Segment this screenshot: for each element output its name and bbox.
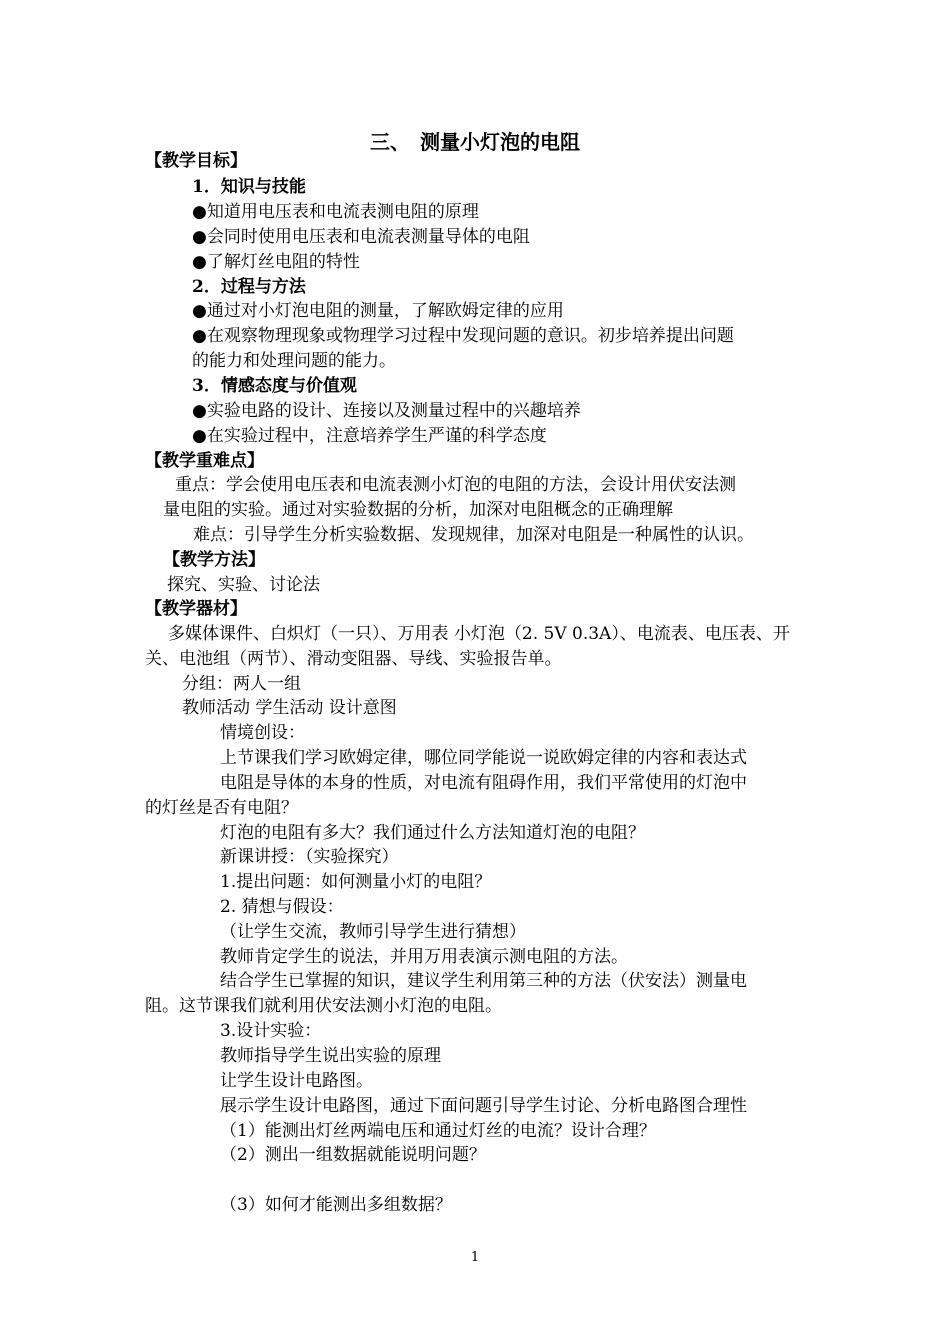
list-item: ●在实验过程中，注意培养学生严谨的科学态度 [192,426,547,446]
process-line: 教师指导学生说出实验的原理 [220,1046,441,1066]
key-point-line: 量电阻的实验。通过对实验数据的分析，加深对电阻概念的正确理解 [163,500,673,520]
process-line: 展示学生设计电路图，通过下面问题引导学生讨论、分析电路图合理性 [220,1096,747,1116]
objectives-heading: 【教学目标】 [145,151,247,171]
process-line: 阻。这节课我们就利用伏安法测小灯泡的电阻。 [145,996,502,1016]
list-item: ●通过对小灯泡电阻的测量，了解欧姆定律的应用 [192,301,564,321]
page-title: 三、 测量小灯泡的电阻 [370,130,580,154]
process-line: 电阻是导体的本身的性质，对电流有阻碍作用，我们平常使用的灯泡中 [220,773,747,793]
equipment-line: 关、电池组（两节）、滑动变阻器、导线、实验报告单。 [145,649,562,669]
list-item: ●了解灯丝电阻的特性 [192,252,360,272]
process-line: 1.提出问题：如何测量小灯的电阻？ [220,872,492,892]
process-line: 新课讲授：（实验探究） [220,847,399,867]
process-line: 让学生设计电路图。 [220,1071,373,1091]
process-line: 结合学生已掌握的知识，建议学生利用第三种的方法（伏安法）测量电 [220,971,747,991]
process-line: （3）如何才能测出多组数据？ [220,1195,452,1215]
process-line: 情境创设： [220,723,305,743]
process-line: 上节课我们学习欧姆定律，哪位同学能说一说欧姆定律的内容和表达式 [220,748,747,768]
process-line: （1）能测出灯丝两端电压和通过灯丝的电流？设计合理？ [220,1121,656,1141]
list-item: ●知道用电压表和电流表测电阻的原理 [192,202,479,222]
knowledge-heading: 1．知识与技能 [192,177,306,197]
process-line: 2. 猜想与假设： [220,897,344,917]
methods-heading: 【教学方法】 [163,550,265,570]
key-points-heading: 【教学重难点】 [145,451,264,471]
list-item: 的能力和处理问题的能力。 [192,351,396,371]
list-item: ●在观察物理现象或物理学习过程中发现问题的意识。初步培养提出问题 [192,326,734,346]
methods-text: 探究、实验、讨论法 [167,575,320,595]
process-line: 3.设计实验： [220,1021,322,1041]
process-line: （2）测出一组数据就能说明问题？ [220,1145,486,1165]
key-point-line: 难点：引导学生分析实验数据、发现规律，加深对电阻是一种属性的认识。 [193,525,754,545]
process-line: （让学生交流，教师引导学生进行猜想） [220,922,526,942]
equipment-line: 多媒体课件、白炽灯（一只）、万用表 小灯泡（2. 5V 0.3A）、电流表、电压表、开 [168,624,790,644]
process-line: 教师肯定学生的说法，并用万用表演示测电阻的方法。 [220,947,628,967]
process-heading: 2．过程与方法 [192,277,306,297]
list-item: ●实验电路的设计、连接以及测量过程中的兴趣培养 [192,401,581,421]
process-line: 教师活动 学生活动 设计意图 [182,698,397,718]
process-line: 分组：两人一组 [182,674,301,694]
list-item: ●会同时使用电压表和电流表测量导体的电阻 [192,227,530,247]
equipment-heading: 【教学器材】 [145,599,247,619]
page-number: 1 [470,1250,480,1265]
emotion-heading: 3．情感态度与价值观 [192,376,357,396]
key-point-line: 重点：学会使用电压表和电流表测小灯泡的电阻的方法，会设计用伏安法测 [175,475,736,495]
process-line: 的灯丝是否有电阻？ [145,798,298,818]
process-line: 灯泡的电阻有多大？我们通过什么方法知道灯泡的电阻？ [220,823,645,843]
